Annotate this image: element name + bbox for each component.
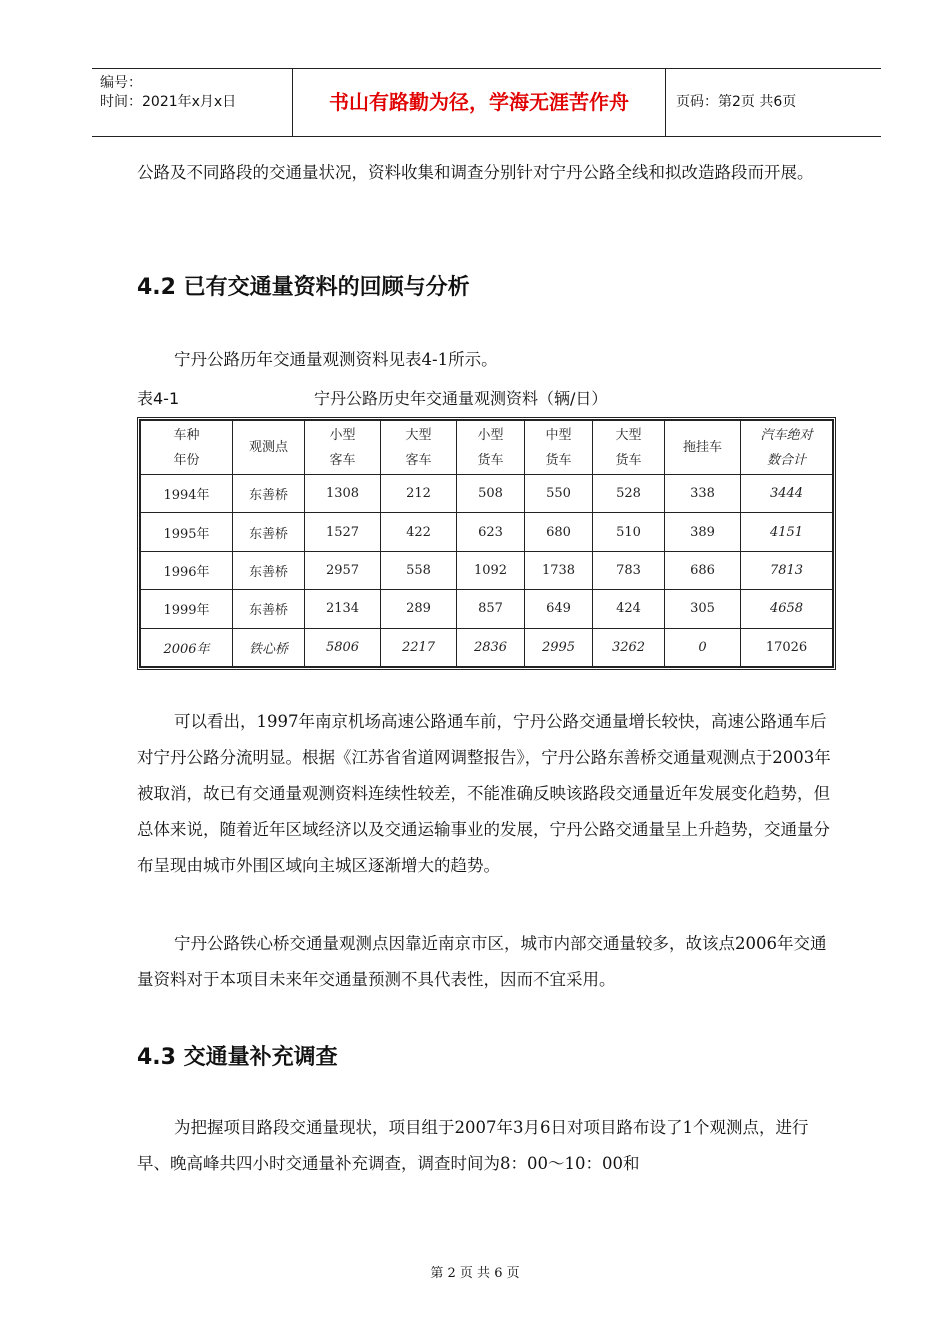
number-label: 编号：	[100, 75, 142, 91]
cell-small-truck: 857	[457, 590, 525, 628]
section-heading-4-3: 4.3 交通量补充调查	[137, 1045, 338, 1070]
header-trailer: 拖挂车	[665, 421, 741, 475]
header-corner-bottom: 年份	[173, 452, 200, 468]
cell-mid-truck: 680	[525, 513, 593, 551]
header-large-truck	[593, 421, 665, 475]
cell-trailer: 686	[665, 551, 741, 589]
cell-total: 4658	[741, 590, 833, 628]
table-title: 宁丹公路历史年交通量观测资料（辆/日）	[314, 389, 608, 408]
header-mid-truck-l2: 货车	[545, 452, 572, 468]
header-large-bus	[381, 421, 457, 475]
paragraph-top: 公路及不同路段的交通量状况，资料收集和调查分别针对宁丹公路全线和拟改造路段而开展。	[137, 163, 814, 182]
header-small-truck-l1: 小型	[477, 427, 504, 443]
paragraph-survey: 为把握项目路段交通量现状，项目组于2007年3月6日对项目路布设了1个观测点，进行早、晚高峰共四小时交通量补充调查，调查时间为8：00～10：00和	[137, 1118, 809, 1173]
cell-station: 东善桥	[233, 475, 305, 513]
cell-trailer: 0	[665, 628, 741, 666]
cell-mid-truck: 1738	[525, 551, 593, 589]
header-total	[741, 421, 833, 475]
page-footer: 第 2 页 共 6 页	[430, 1266, 520, 1281]
cell-trailer: 305	[665, 590, 741, 628]
paragraph-analysis: 可以看出，1997年南京机场高速公路通车前，宁丹公路交通量增长较快，高速公路通车后对宁丹公路分流明显。根据《江苏省省道网调整报告》，宁丹公路东善桥交通量观测点于2003年被取消，故已有交通量观测资料连续性较差，不能准确反映该路段交通量近年发展变化趋势，但总体来说，随着近年区域经济以及交通运输事业的发展，宁丹公路交通量呈上升趋势，交通量分布呈现由城市外围区域向主城区逐渐增大的趋势。	[137, 712, 831, 875]
header-meta-cell	[92, 69, 293, 136]
cell-station: 东善桥	[233, 513, 305, 551]
table-row	[141, 475, 833, 513]
cell-small-bus: 2957	[305, 551, 381, 589]
cell-mid-truck: 2995	[525, 628, 593, 666]
header-corner	[141, 421, 233, 475]
header-total-l2: 数合计	[766, 452, 806, 468]
cell-large-bus: 212	[381, 475, 457, 513]
header-large-truck-l2: 货车	[615, 452, 642, 468]
cell-mid-truck: 550	[525, 475, 593, 513]
header-small-bus-l2: 客车	[329, 452, 356, 468]
header-page-label: 页码：第2页 共6页	[676, 94, 797, 110]
time-label: 时间：2021年x月x日	[100, 94, 237, 110]
cell-large-bus: 422	[381, 513, 457, 551]
paragraph-table-intro: 宁丹公路历年交通量观测资料见表4-1所示。	[174, 350, 498, 369]
cell-station: 东善桥	[233, 590, 305, 628]
cell-total: 4151	[741, 513, 833, 551]
page-header	[92, 68, 881, 137]
cell-total: 17026	[741, 628, 833, 666]
cell-large-bus: 289	[381, 590, 457, 628]
header-small-truck	[457, 421, 525, 475]
header-large-bus-l1: 大型	[405, 427, 432, 443]
table-row	[141, 590, 833, 628]
cell-year: 2006年	[141, 628, 233, 666]
table-label: 表4-1	[137, 389, 180, 408]
cell-small-truck: 623	[457, 513, 525, 551]
cell-small-bus: 1527	[305, 513, 381, 551]
cell-small-truck: 1092	[457, 551, 525, 589]
header-corner-top: 车种	[173, 427, 200, 443]
cell-small-truck: 508	[457, 475, 525, 513]
header-small-bus	[305, 421, 381, 475]
header-mid-truck	[525, 421, 593, 475]
cell-station: 东善桥	[233, 551, 305, 589]
cell-large-bus: 2217	[381, 628, 457, 666]
traffic-table-frame	[137, 417, 836, 670]
cell-large-truck: 3262	[593, 628, 665, 666]
table-row	[141, 551, 833, 589]
header-small-truck-l2: 货车	[477, 452, 504, 468]
cell-large-truck: 528	[593, 475, 665, 513]
cell-trailer: 338	[665, 475, 741, 513]
cell-small-truck: 2836	[457, 628, 525, 666]
section-heading-4-2: 4.2 已有交通量资料的回顾与分析	[137, 275, 470, 300]
cell-total: 7813	[741, 551, 833, 589]
cell-total: 3444	[741, 475, 833, 513]
header-motto: 书山有路勤为径，学海无涯苦作舟	[293, 69, 666, 136]
cell-small-bus: 1308	[305, 475, 381, 513]
header-large-truck-l1: 大型	[615, 427, 642, 443]
cell-large-bus: 558	[381, 551, 457, 589]
table-row	[141, 628, 833, 666]
traffic-volume-table	[140, 420, 833, 667]
cell-large-truck: 510	[593, 513, 665, 551]
table-header-row	[141, 421, 833, 475]
cell-trailer: 389	[665, 513, 741, 551]
header-small-bus-l1: 小型	[329, 427, 356, 443]
cell-small-bus: 2134	[305, 590, 381, 628]
cell-year: 1995年	[141, 513, 233, 551]
header-station: 观测点	[233, 421, 305, 475]
cell-small-bus: 5806	[305, 628, 381, 666]
cell-mid-truck: 649	[525, 590, 593, 628]
header-large-bus-l2: 客车	[405, 452, 432, 468]
paragraph-tiexin: 宁丹公路铁心桥交通量观测点因靠近南京市区，城市内部交通量较多，故该点2006年交通量资料对于本项目未来年交通量预测不具代表性，因而不宜采用。	[137, 934, 827, 989]
table-row	[141, 513, 833, 551]
table-caption	[137, 386, 837, 410]
cell-station: 铁心桥	[233, 628, 305, 666]
cell-large-truck: 783	[593, 551, 665, 589]
header-mid-truck-l1: 中型	[545, 427, 572, 443]
cell-year: 1999年	[141, 590, 233, 628]
cell-large-truck: 424	[593, 590, 665, 628]
cell-year: 1996年	[141, 551, 233, 589]
cell-year: 1994年	[141, 475, 233, 513]
header-total-l1: 汽车绝对	[760, 427, 813, 443]
